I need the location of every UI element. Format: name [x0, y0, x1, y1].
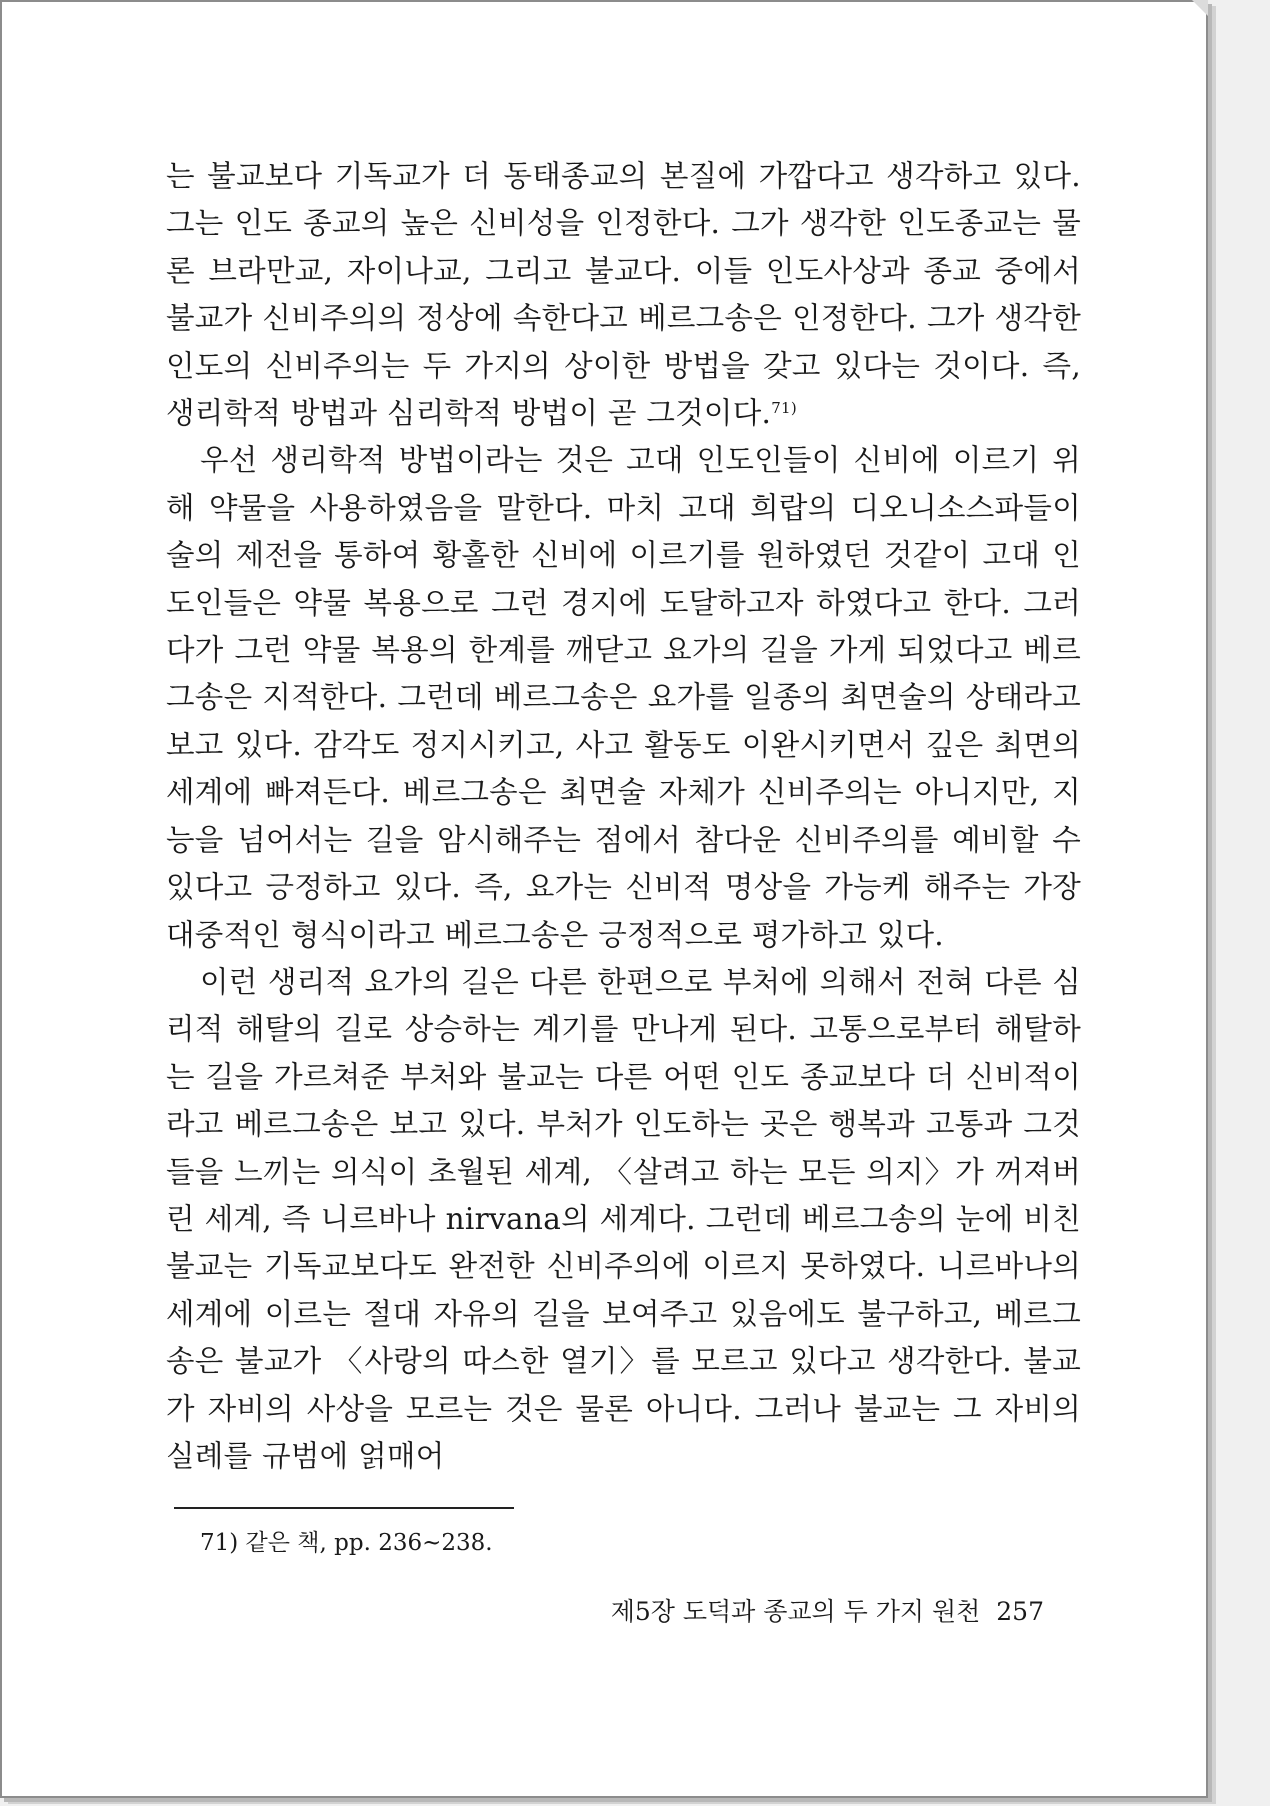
paragraph-1 [166, 153, 1081, 437]
page-number: 257 [996, 1597, 1044, 1626]
body-text [166, 153, 1081, 1480]
paragraph-1-text: 는 불교보다 기독교가 더 동태종교의 본질에 가깝다고 생각하고 있다. 그는 인도 종교의 높은 신비성을 인정한다. 그가 생각한 인도종교는 물론 브라만교, 자이나교, 그리고 불교다. 이들 인도사상과 종교 중에서 불교가 신비주의의 정상에 속한다고 베르그송은 인정한다. 그가 생각한 인도의 신비주의는 두 가지의 상이한 방법을 갖고 있다는 것이다. 즉, 생리학적 방법과 심리학적 방법이 곧 그것이다. [166, 159, 1081, 431]
page-corner-fold [1192, 0, 1208, 16]
paragraph-2: 우선 생리학적 방법이라는 것은 고대 인도인들이 신비에 이르기 위해 약물을 사용하였음을 말한다. 마치 고대 희랍의 디오니소스파들이 술의 제전을 통하여 황홀한 신비에 이르기를 원하였던 것같이 고대 인도인들은 약물 복용으로 그런 경지에 도달하고자 하였다고 한다. 그러다가 그런 약물 복용의 한계를 깨닫고 요가의 길을 가게 되었다고 베르그송은 지적한다. 그런데 베르그송은 요가를 일종의 최면술의 상태라고 보고 있다. 감각도 정지시키고, 사고 활동도 이완시키면서 깊은 최면의 세계에 빠져든다. 베르그송은 최면술 자체가 신비주의는 아니지만, 지능을 넘어서는 길을 암시해주는 점에서 참다운 신비주의를 예비할 수 있다고 긍정하고 있다. 즉, 요가는 신비적 명상을 가능케 해주는 가장 대중적인 형식이라고 베르그송은 긍정적으로 평가하고 있다. [166, 443, 1081, 952]
footnote-divider [174, 1507, 514, 1509]
paragraph-3: 이런 생리적 요가의 길은 다른 한편으로 부처에 의해서 전혀 다른 심리적 해탈의 길로 상승하는 계기를 만나게 된다. 고통으로부터 해탈하는 길을 가르쳐준 부처와 불교는 다른 어떤 인도 종교보다 더 신비적이라고 베르그송은 보고 있다. 부처가 인도하는 곳은 행복과 고통과 그것들을 느끼는 의식이 초월된 세계, 〈살려고 하는 모든 의지〉가 꺼져버린 세계, 즉 니르바나 nirvana의 세계다. 그런데 베르그송의 눈에 비친 불교는 기독교보다도 완전한 신비주의에 이르지 못하였다. 니르바나의 세계에 이르는 절대 자유의 길을 보여주고 있음에도 불구하고, 베르그송은 불교가 〈사랑의 따스한 열기〉를 모르고 있다고 생각한다. 불교가 자비의 사상을 모르는 것은 물론 아니다. 그러나 불교는 그 자비의 실례를 규범에 얽매어 [166, 964, 1081, 1473]
running-footer [611, 1592, 1044, 1628]
footnote-71: 71) 같은 책, pp. 236~238. [200, 1530, 493, 1556]
chapter-title: 제5장 도덕과 종교의 두 가지 원천 [610, 1597, 981, 1626]
footnote-reference-71: 71) [771, 399, 798, 418]
